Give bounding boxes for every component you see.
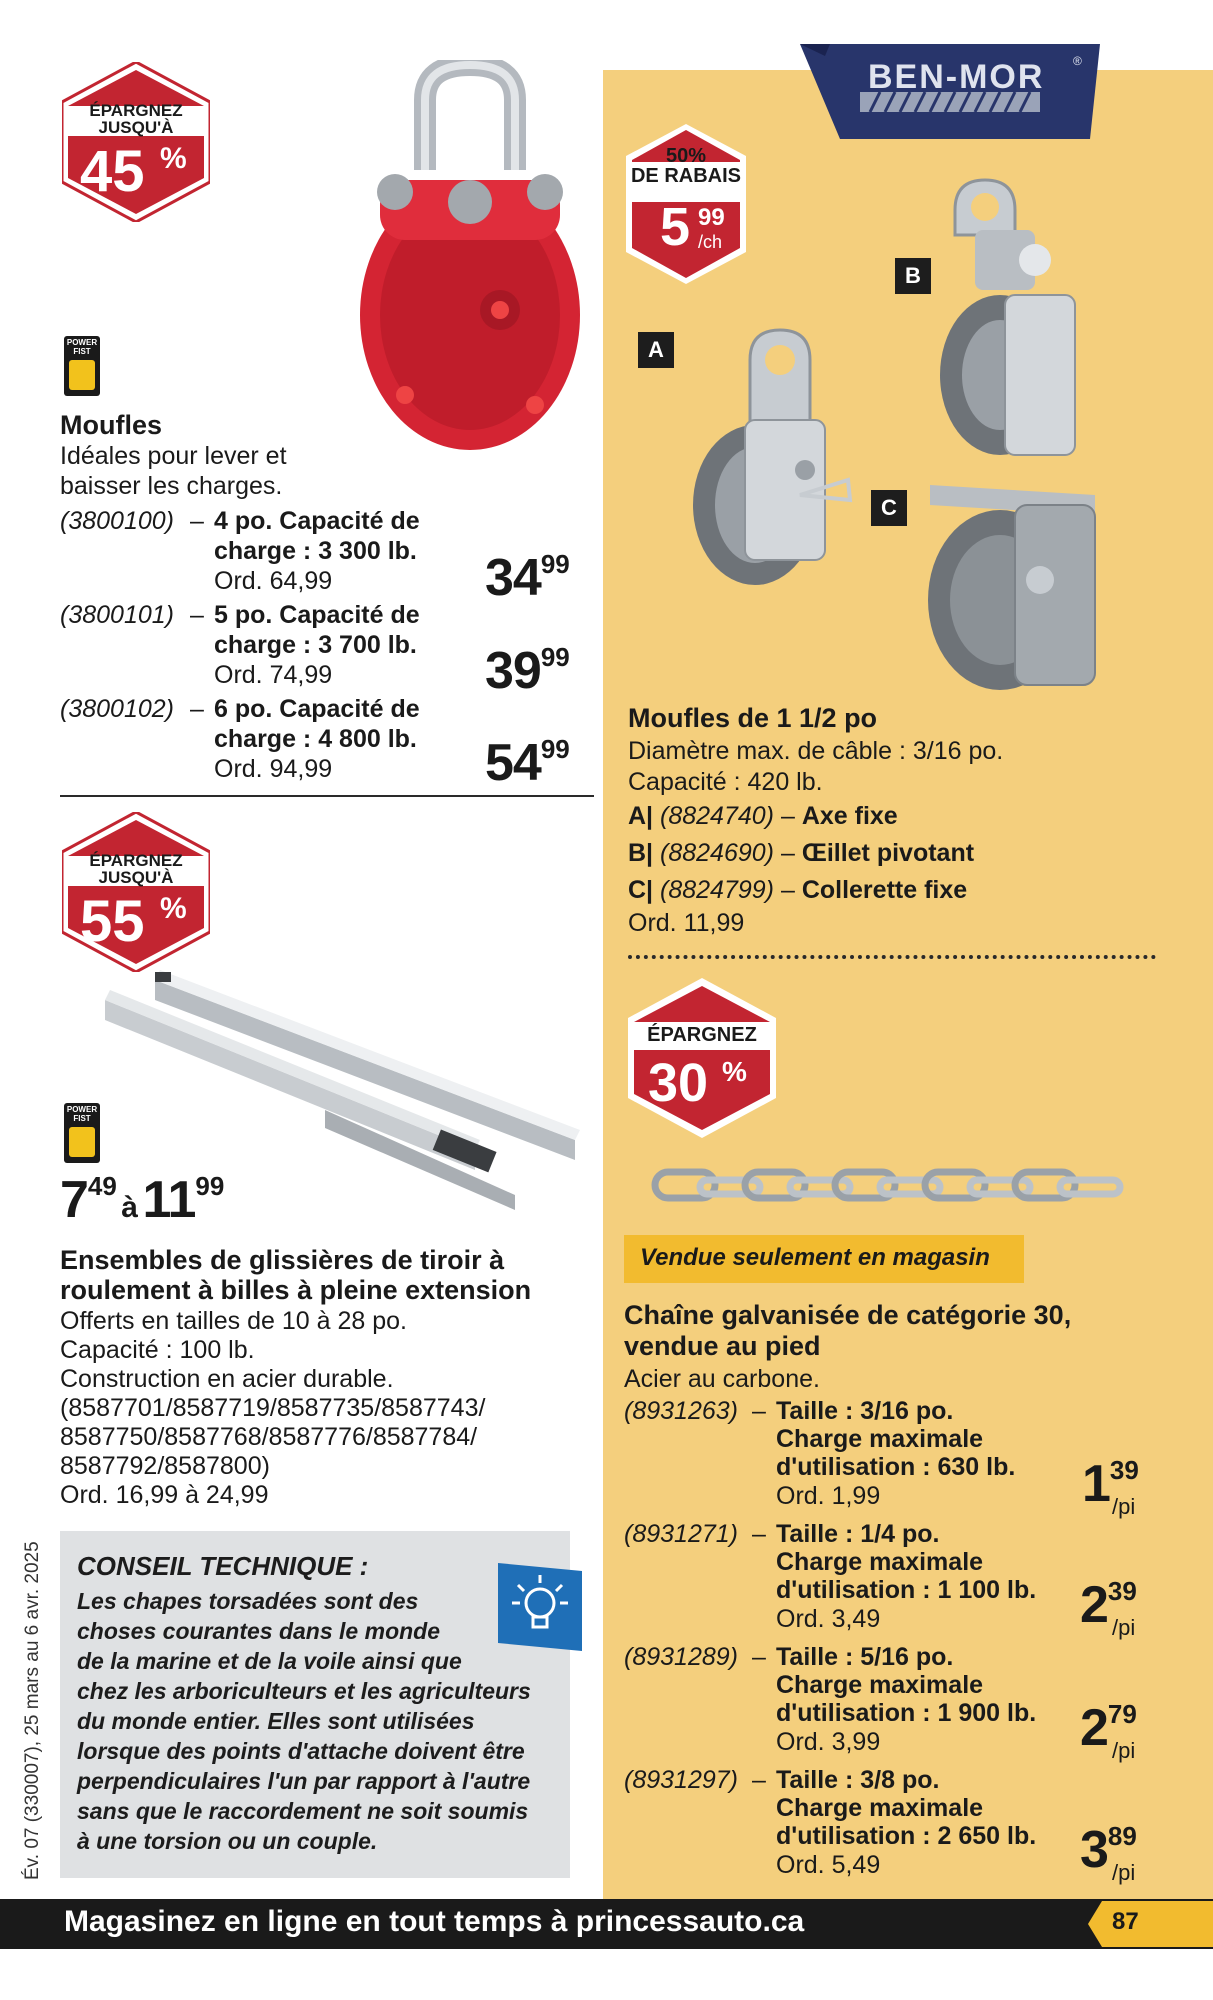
chain-price: 279 /pi — [1080, 1699, 1137, 1763]
chain-dash: – — [752, 1643, 766, 1671]
slides-title-line1: Ensembles de glissières de tiroir à — [60, 1245, 505, 1275]
badge-45-line2: JUSQU'À — [98, 118, 174, 137]
pulley-price: 3499 — [485, 549, 570, 607]
page-number: 87 — [1112, 1908, 1139, 1935]
chain-image — [650, 1160, 1150, 1210]
small-pulleys-ord: Ord. 11,99 — [628, 909, 745, 937]
slides-line: Construction en acier durable. — [60, 1365, 394, 1393]
badge-55-value: 55 — [80, 889, 145, 954]
chain-sku: (8931271) — [624, 1520, 738, 1548]
chain-size: Taille : 5/16 po. — [776, 1643, 954, 1671]
variant-row: B| (8824690) – Œillet pivotant — [628, 839, 975, 867]
small-pulleys-title: Moufles de 1 1/2 po — [628, 703, 878, 733]
pulley-spec-line2: charge : 4 800 lb. — [214, 725, 417, 753]
chain-sku: (8931297) — [624, 1766, 738, 1794]
small-pulleys-desc1: Diamètre max. de câble : 3/16 po. — [628, 737, 1004, 765]
dotted-divider — [628, 955, 1156, 959]
chain-load-line2: d'utilisation : 630 lb. — [776, 1453, 1016, 1481]
slides-price-range: 749 à 1199 — [60, 1171, 225, 1229]
slides-line: Offerts en tailles de 10 à 28 po. — [60, 1307, 407, 1335]
slides-line: 8587792/8587800) — [60, 1452, 270, 1480]
in-store-only-banner: Vendue seulement en magasin — [624, 1235, 1024, 1283]
power-fist-logo: POWER FIST — [64, 1103, 100, 1163]
chain-title-line2: vendue au pied — [624, 1331, 821, 1361]
badge-30-value: 30 — [648, 1053, 709, 1113]
chain-ord: Ord. 3,99 — [776, 1728, 881, 1756]
chain-dash: – — [752, 1397, 766, 1425]
badge-30-pct: % — [722, 1056, 747, 1087]
variant-row: A| (8824740) – Axe fixe — [628, 802, 898, 830]
chain-load-line1: Charge maximale — [776, 1425, 984, 1453]
badge-30-line1: ÉPARGNEZ — [647, 1024, 757, 1046]
chain-price: 139 /pi — [1082, 1455, 1139, 1519]
badge-50-dollars: 5 — [660, 197, 691, 257]
chain-dash: – — [752, 1766, 766, 1794]
chain-sku: (8931289) — [624, 1643, 738, 1671]
chain-title-line1: Chaîne galvanisée de catégorie 30, — [624, 1300, 1072, 1330]
pulley-dash: – — [190, 507, 204, 535]
chain-load-line2: d'utilisation : 2 650 lb. — [776, 1822, 1037, 1850]
chain-size: Taille : 3/16 po. — [776, 1397, 954, 1425]
section-divider — [60, 795, 594, 797]
pulley-a-image — [680, 320, 870, 590]
pulley-c-image — [920, 475, 1105, 695]
chain-load-line2: d'utilisation : 1 900 lb. — [776, 1699, 1037, 1727]
pulley-spec-line2: charge : 3 300 lb. — [214, 537, 417, 565]
badge-55-pct: % — [160, 892, 187, 925]
pulley-spec-line2: charge : 3 700 lb. — [214, 631, 417, 659]
slides-title-line2: roulement à billes à pleine extension — [60, 1275, 532, 1305]
pulley-spec-line1: 4 po. Capacité de — [214, 507, 420, 535]
chain-price: 239 /pi — [1080, 1576, 1137, 1640]
variant-tag-a: A — [638, 332, 674, 368]
red-pulley-image — [350, 60, 590, 460]
chain-ord: Ord. 5,49 — [776, 1851, 881, 1879]
chain-ord: Ord. 3,49 — [776, 1605, 881, 1633]
chain-load-line1: Charge maximale — [776, 1548, 984, 1576]
chain-ord: Ord. 1,99 — [776, 1482, 881, 1510]
power-fist-logo: POWER FIST — [64, 336, 100, 396]
pulley-dash: – — [190, 695, 204, 723]
chain-load-line1: Charge maximale — [776, 1671, 984, 1699]
variant-row: C| (8824799) – Collerette fixe — [628, 876, 968, 904]
page-number-tab — [1088, 1901, 1213, 1947]
tip-title: CONSEIL TECHNIQUE : — [77, 1551, 369, 1581]
pulley-ord: Ord. 94,99 — [214, 755, 333, 783]
pulley-spec-line1: 5 po. Capacité de — [214, 601, 420, 629]
chain-load-line2: d'utilisation : 1 100 lb. — [776, 1576, 1037, 1604]
chain-sku: (8931263) — [624, 1397, 738, 1425]
pulley-spec-line1: 6 po. Capacité de — [214, 695, 420, 723]
chain-size: Taille : 1/4 po. — [776, 1520, 940, 1548]
pulley-ord: Ord. 74,99 — [214, 661, 333, 689]
pulley-price: 5499 — [485, 734, 570, 792]
tip-body: Les chapes torsadées sont des choses courantes dans le monde de la marine et de la voile ainsi que chez les arboriculteurs et les agriculteurs du monde entier. Elles sont utilisées lorsque des points d'attache doivent être perpendiculaires l'un par rapport à l'autre sans que le raccordement ne soit soumis à une torsion ou un couple. — [77, 1588, 531, 1854]
slides-line: (8587701/8587719/8587735/8587743/ — [60, 1394, 486, 1422]
slides-line: Ord. 16,99 à 24,99 — [60, 1481, 269, 1509]
chain-desc: Acier au carbone. — [624, 1365, 820, 1393]
pulley-price: 3999 — [485, 642, 570, 700]
pulleys-title: Moufles — [60, 410, 163, 440]
brand-reg: ® — [1073, 54, 1082, 68]
pulley-sku: (3800100) — [60, 507, 174, 535]
small-pulleys-desc2: Capacité : 420 lb. — [628, 768, 823, 796]
badge-50-unit: /ch — [698, 232, 723, 252]
badge-50-cents: 99 — [698, 204, 725, 231]
badge-45-value: 45 — [80, 139, 145, 204]
edition-label: Év. 07 (330007), 25 mars au 6 avr. 2025 — [22, 1541, 43, 1880]
badge-50-text: 50% DE RABAIS — [630, 145, 741, 187]
footer-shop-online-link[interactable]: Magasinez en ligne en tout temps à princessauto.ca — [64, 1905, 805, 1938]
badge-55-line1: ÉPARGNEZ — [89, 851, 183, 870]
pulley-b-image — [935, 175, 1085, 465]
pulley-sku: (3800102) — [60, 695, 174, 723]
badge-55-line2: JUSQU'À — [98, 868, 174, 887]
chain-price: 389 /pi — [1080, 1821, 1137, 1885]
brand-name: BEN-MOR — [868, 58, 1045, 96]
badge-45-line1: ÉPARGNEZ — [89, 101, 183, 120]
pulleys-desc-line2: baisser les charges. — [60, 472, 283, 500]
chain-size: Taille : 3/8 po. — [776, 1766, 940, 1794]
chain-load-line1: Charge maximale — [776, 1794, 984, 1822]
slides-line: Capacité : 100 lb. — [60, 1336, 255, 1364]
pulley-dash: – — [190, 601, 204, 629]
chain-dash: – — [752, 1520, 766, 1548]
slides-line: 8587750/8587768/8587776/8587784/ — [60, 1423, 478, 1451]
pulleys-desc-line1: Idéales pour lever et — [60, 442, 287, 470]
badge-45-pct: % — [160, 142, 187, 175]
variant-tag-c: C — [871, 490, 907, 526]
variant-tag-b: B — [895, 258, 931, 294]
pulley-ord: Ord. 64,99 — [214, 567, 333, 595]
pulley-sku: (3800101) — [60, 601, 174, 629]
